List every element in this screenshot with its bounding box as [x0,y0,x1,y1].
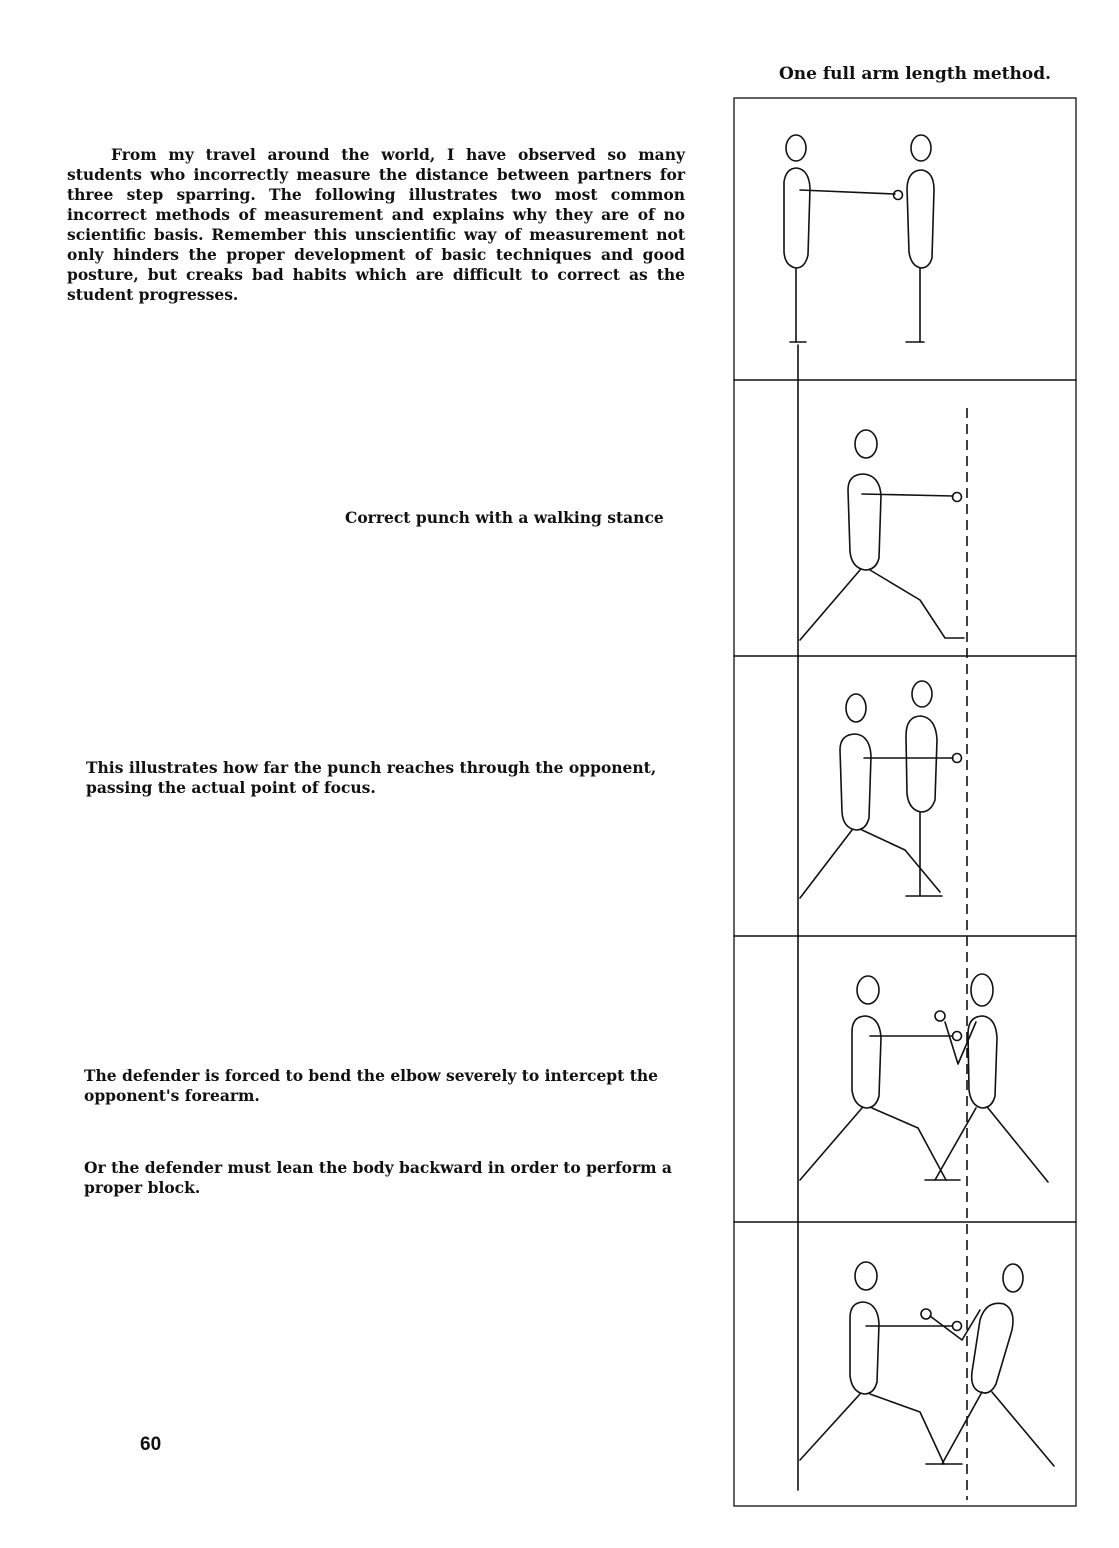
panel-4-figures [800,974,1048,1182]
caption-punch-reach: This illustrates how far the punch reaches through the opponent, passing the actual point of focus. [86,758,657,797]
figure-title: One full arm length method. [778,64,1052,84]
figure-frame [734,98,1076,1506]
intro-paragraph: From my travel around the world, I have observed so many students who incorrectly measure the distance between partners for three step sparring. The following illustrates two most common incorrect methods of measurement and explains why they are of no scientific basis. Remember this unscientific way of measurement not only hinders the proper development of basic techniques and good posture, but creaks bad habits which are difficult to correct as the student progresses. [67,145,685,304]
caption-elbow-bend: The defender is forced to bend the elbow severely to intercept the opponent's forearm. [84,1066,658,1105]
panel-5-figures [800,1262,1054,1466]
caption-lean-back: Or the defender must lean the body backward in order to perform a proper block. [84,1158,672,1197]
panel-2-figure [800,430,964,640]
page-number: 60 [140,1434,162,1455]
caption-correct-punch: Correct punch with a walking stance [345,508,664,527]
panel-3-figures [800,681,962,898]
panel-1-figures [784,135,934,342]
